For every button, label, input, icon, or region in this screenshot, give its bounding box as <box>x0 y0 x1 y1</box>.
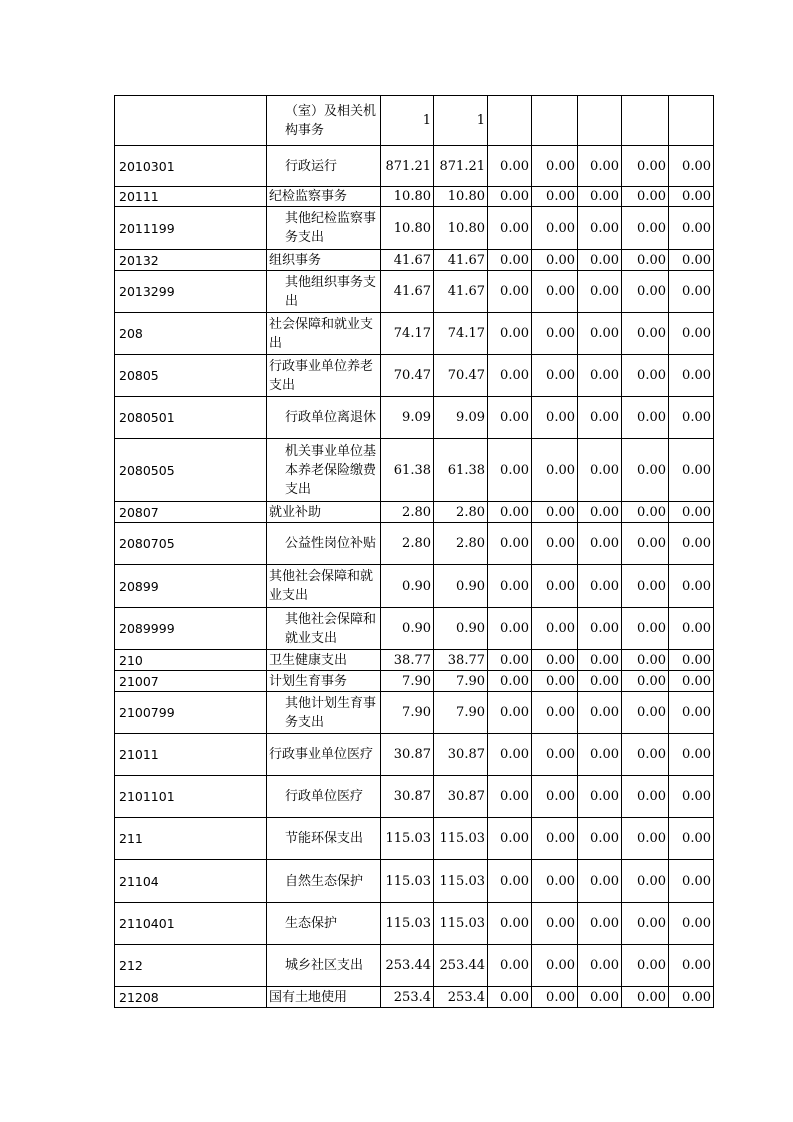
total-cell: 41.67 <box>381 250 434 271</box>
total-cell: 9.09 <box>381 397 434 439</box>
value-cell: 0.00 <box>532 207 578 250</box>
code-cell: 21104 <box>115 860 267 903</box>
basic-cell: 2.80 <box>434 523 488 565</box>
value-cell: 0.00 <box>622 903 669 945</box>
value-cell: 0.00 <box>622 397 669 439</box>
value-cell: 0.00 <box>532 146 578 187</box>
table-row <box>115 146 714 187</box>
value-cell: 0.00 <box>532 439 578 502</box>
value-cell: 0.00 <box>488 502 532 523</box>
code-cell: 210 <box>115 650 267 671</box>
name-cell: 组织事务 <box>267 250 381 271</box>
value-cell: 0.00 <box>622 146 669 187</box>
basic-cell: 871.21 <box>434 146 488 187</box>
value-cell: 0.00 <box>622 608 669 650</box>
value-cell: 0.00 <box>578 207 622 250</box>
code-cell: 20807 <box>115 502 267 523</box>
code-cell: 2080501 <box>115 397 267 439</box>
basic-cell: 1 <box>434 96 488 146</box>
value-cell: 0.00 <box>669 271 714 313</box>
value-cell: 0.00 <box>578 987 622 1008</box>
code-cell: 2101101 <box>115 776 267 818</box>
value-cell: 0.00 <box>578 146 622 187</box>
total-cell: 7.90 <box>381 692 434 734</box>
name-cell: 纪检监察事务 <box>267 187 381 207</box>
table-row <box>115 734 714 776</box>
total-cell: 61.38 <box>381 439 434 502</box>
value-cell: 0.00 <box>578 313 622 355</box>
basic-cell: 2.80 <box>434 502 488 523</box>
total-cell: 30.87 <box>381 734 434 776</box>
value-cell: 0.00 <box>669 355 714 397</box>
basic-cell: 70.47 <box>434 355 488 397</box>
basic-cell: 253.44 <box>434 945 488 987</box>
value-cell <box>488 96 532 146</box>
total-cell: 2.80 <box>381 523 434 565</box>
basic-cell: 30.87 <box>434 776 488 818</box>
value-cell: 0.00 <box>578 439 622 502</box>
value-cell: 0.00 <box>669 250 714 271</box>
total-cell: 253.4 <box>381 987 434 1008</box>
value-cell: 0.00 <box>532 397 578 439</box>
value-cell: 0.00 <box>622 313 669 355</box>
value-cell: 0.00 <box>578 650 622 671</box>
table-row <box>115 945 714 987</box>
value-cell: 0.00 <box>578 776 622 818</box>
value-cell: 0.00 <box>622 692 669 734</box>
value-cell: 0.00 <box>669 207 714 250</box>
table-row <box>115 650 714 671</box>
table-row <box>115 250 714 271</box>
value-cell <box>622 96 669 146</box>
basic-cell: 115.03 <box>434 860 488 903</box>
table-row <box>115 523 714 565</box>
value-cell: 0.00 <box>622 271 669 313</box>
value-cell: 0.00 <box>488 671 532 692</box>
table-row <box>115 207 714 250</box>
value-cell: 0.00 <box>488 250 532 271</box>
name-cell: 其他计划生育事务支出 <box>267 692 381 734</box>
value-cell: 0.00 <box>488 987 532 1008</box>
name-cell: 其他社会保障和就业支出 <box>267 565 381 608</box>
value-cell: 0.00 <box>622 565 669 608</box>
value-cell: 0.00 <box>578 860 622 903</box>
total-cell: 7.90 <box>381 671 434 692</box>
value-cell: 0.00 <box>488 271 532 313</box>
value-cell: 0.00 <box>578 187 622 207</box>
basic-cell: 30.87 <box>434 734 488 776</box>
value-cell: 0.00 <box>578 945 622 987</box>
value-cell: 0.00 <box>669 818 714 860</box>
value-cell: 0.00 <box>578 250 622 271</box>
table-row <box>115 397 714 439</box>
basic-cell: 7.90 <box>434 671 488 692</box>
value-cell: 0.00 <box>622 439 669 502</box>
code-cell: 2080505 <box>115 439 267 502</box>
table-row <box>115 692 714 734</box>
basic-cell: 7.90 <box>434 692 488 734</box>
basic-cell: 115.03 <box>434 818 488 860</box>
value-cell: 0.00 <box>488 692 532 734</box>
basic-cell: 38.77 <box>434 650 488 671</box>
name-cell: 就业补助 <box>267 502 381 523</box>
value-cell: 0.00 <box>532 987 578 1008</box>
value-cell: 0.00 <box>622 207 669 250</box>
total-cell: 115.03 <box>381 818 434 860</box>
code-cell: 211 <box>115 818 267 860</box>
table-body <box>115 96 714 1008</box>
name-cell: 行政事业单位养老支出 <box>267 355 381 397</box>
value-cell: 0.00 <box>532 502 578 523</box>
name-cell: 其他纪检监察事务支出 <box>267 207 381 250</box>
name-cell: 机关事业单位基本养老保险缴费支出 <box>267 439 381 502</box>
total-cell: 70.47 <box>381 355 434 397</box>
total-cell: 115.03 <box>381 903 434 945</box>
value-cell: 0.00 <box>622 650 669 671</box>
value-cell: 0.00 <box>669 734 714 776</box>
value-cell: 0.00 <box>488 776 532 818</box>
table-row <box>115 187 714 207</box>
value-cell: 0.00 <box>622 987 669 1008</box>
code-cell: 20899 <box>115 565 267 608</box>
value-cell: 0.00 <box>622 734 669 776</box>
table-row <box>115 987 714 1008</box>
code-cell: 21007 <box>115 671 267 692</box>
value-cell: 0.00 <box>578 734 622 776</box>
value-cell: 0.00 <box>532 608 578 650</box>
value-cell: 0.00 <box>488 355 532 397</box>
name-cell: 生态保护 <box>267 903 381 945</box>
value-cell: 0.00 <box>532 692 578 734</box>
value-cell: 0.00 <box>532 734 578 776</box>
basic-cell: 10.80 <box>434 207 488 250</box>
value-cell: 0.00 <box>669 776 714 818</box>
basic-cell: 61.38 <box>434 439 488 502</box>
table-row <box>115 903 714 945</box>
value-cell: 0.00 <box>669 608 714 650</box>
total-cell: 10.80 <box>381 187 434 207</box>
value-cell: 0.00 <box>532 250 578 271</box>
name-cell: 卫生健康支出 <box>267 650 381 671</box>
value-cell: 0.00 <box>488 397 532 439</box>
value-cell: 0.00 <box>669 502 714 523</box>
value-cell: 0.00 <box>578 502 622 523</box>
value-cell: 0.00 <box>669 313 714 355</box>
total-cell: 115.03 <box>381 860 434 903</box>
value-cell: 0.00 <box>669 523 714 565</box>
basic-cell: 0.90 <box>434 608 488 650</box>
budget-table <box>114 95 714 1008</box>
total-cell: 10.80 <box>381 207 434 250</box>
value-cell: 0.00 <box>532 945 578 987</box>
value-cell: 0.00 <box>622 860 669 903</box>
table-row <box>115 96 714 146</box>
value-cell: 0.00 <box>532 355 578 397</box>
code-cell: 21208 <box>115 987 267 1008</box>
value-cell: 0.00 <box>578 523 622 565</box>
basic-cell: 253.4 <box>434 987 488 1008</box>
value-cell: 0.00 <box>622 818 669 860</box>
value-cell: 0.00 <box>578 271 622 313</box>
value-cell: 0.00 <box>622 250 669 271</box>
value-cell: 0.00 <box>488 608 532 650</box>
value-cell: 0.00 <box>488 650 532 671</box>
value-cell: 0.00 <box>622 502 669 523</box>
basic-cell: 74.17 <box>434 313 488 355</box>
value-cell: 0.00 <box>669 987 714 1008</box>
name-cell: 行政单位医疗 <box>267 776 381 818</box>
total-cell: 30.87 <box>381 776 434 818</box>
total-cell: 74.17 <box>381 313 434 355</box>
total-cell: 253.44 <box>381 945 434 987</box>
value-cell: 0.00 <box>669 565 714 608</box>
value-cell: 0.00 <box>669 397 714 439</box>
value-cell: 0.00 <box>532 903 578 945</box>
basic-cell: 115.03 <box>434 903 488 945</box>
value-cell: 0.00 <box>488 860 532 903</box>
value-cell: 0.00 <box>669 945 714 987</box>
value-cell: 0.00 <box>669 650 714 671</box>
table-row <box>115 502 714 523</box>
value-cell: 0.00 <box>532 860 578 903</box>
table-row <box>115 860 714 903</box>
code-cell <box>115 96 267 146</box>
code-cell: 20132 <box>115 250 267 271</box>
value-cell: 0.00 <box>532 650 578 671</box>
table-row <box>115 671 714 692</box>
value-cell: 0.00 <box>532 776 578 818</box>
value-cell: 0.00 <box>532 565 578 608</box>
value-cell: 0.00 <box>488 818 532 860</box>
name-cell: 计划生育事务 <box>267 671 381 692</box>
code-cell: 20111 <box>115 187 267 207</box>
name-cell: 行政单位离退休 <box>267 397 381 439</box>
name-cell: （室）及相关机构事务 <box>267 96 381 146</box>
value-cell: 0.00 <box>488 187 532 207</box>
table-row <box>115 313 714 355</box>
value-cell: 0.00 <box>578 692 622 734</box>
table-row <box>115 565 714 608</box>
code-cell: 2013299 <box>115 271 267 313</box>
code-cell: 21011 <box>115 734 267 776</box>
table-row <box>115 439 714 502</box>
value-cell: 0.00 <box>488 439 532 502</box>
total-cell: 1 <box>381 96 434 146</box>
value-cell: 0.00 <box>578 818 622 860</box>
value-cell: 0.00 <box>622 776 669 818</box>
code-cell: 2011199 <box>115 207 267 250</box>
value-cell: 0.00 <box>532 818 578 860</box>
value-cell: 0.00 <box>622 523 669 565</box>
table-row <box>115 608 714 650</box>
total-cell: 2.80 <box>381 502 434 523</box>
name-cell: 国有土地使用 <box>267 987 381 1008</box>
value-cell: 0.00 <box>532 671 578 692</box>
value-cell: 0.00 <box>669 187 714 207</box>
value-cell: 0.00 <box>578 671 622 692</box>
code-cell: 208 <box>115 313 267 355</box>
code-cell: 2089999 <box>115 608 267 650</box>
value-cell: 0.00 <box>578 397 622 439</box>
table-row <box>115 818 714 860</box>
name-cell: 自然生态保护 <box>267 860 381 903</box>
basic-cell: 10.80 <box>434 187 488 207</box>
total-cell: 38.77 <box>381 650 434 671</box>
basic-cell: 41.67 <box>434 250 488 271</box>
value-cell: 0.00 <box>532 271 578 313</box>
name-cell: 行政事业单位医疗 <box>267 734 381 776</box>
value-cell: 0.00 <box>622 187 669 207</box>
value-cell: 0.00 <box>669 671 714 692</box>
value-cell <box>578 96 622 146</box>
basic-cell: 41.67 <box>434 271 488 313</box>
value-cell: 0.00 <box>488 207 532 250</box>
value-cell: 0.00 <box>532 187 578 207</box>
name-cell: 公益性岗位补贴 <box>267 523 381 565</box>
value-cell <box>532 96 578 146</box>
value-cell: 0.00 <box>578 565 622 608</box>
table-row <box>115 355 714 397</box>
value-cell: 0.00 <box>622 945 669 987</box>
name-cell: 城乡社区支出 <box>267 945 381 987</box>
value-cell: 0.00 <box>488 903 532 945</box>
value-cell: 0.00 <box>488 565 532 608</box>
code-cell: 2010301 <box>115 146 267 187</box>
code-cell: 2080705 <box>115 523 267 565</box>
name-cell: 社会保障和就业支出 <box>267 313 381 355</box>
value-cell: 0.00 <box>578 608 622 650</box>
name-cell: 行政运行 <box>267 146 381 187</box>
value-cell: 0.00 <box>669 146 714 187</box>
value-cell <box>669 96 714 146</box>
value-cell: 0.00 <box>669 903 714 945</box>
value-cell: 0.00 <box>669 860 714 903</box>
code-cell: 212 <box>115 945 267 987</box>
value-cell: 0.00 <box>669 692 714 734</box>
value-cell: 0.00 <box>488 523 532 565</box>
value-cell: 0.00 <box>622 671 669 692</box>
total-cell: 41.67 <box>381 271 434 313</box>
value-cell: 0.00 <box>669 439 714 502</box>
total-cell: 0.90 <box>381 608 434 650</box>
table-row <box>115 271 714 313</box>
code-cell: 2100799 <box>115 692 267 734</box>
name-cell: 其他组织事务支出 <box>267 271 381 313</box>
basic-cell: 9.09 <box>434 397 488 439</box>
value-cell: 0.00 <box>578 355 622 397</box>
name-cell: 其他社会保障和就业支出 <box>267 608 381 650</box>
code-cell: 20805 <box>115 355 267 397</box>
value-cell: 0.00 <box>532 313 578 355</box>
value-cell: 0.00 <box>488 146 532 187</box>
code-cell: 2110401 <box>115 903 267 945</box>
value-cell: 0.00 <box>488 734 532 776</box>
value-cell: 0.00 <box>622 355 669 397</box>
value-cell: 0.00 <box>578 903 622 945</box>
total-cell: 871.21 <box>381 146 434 187</box>
value-cell: 0.00 <box>488 313 532 355</box>
value-cell: 0.00 <box>532 523 578 565</box>
total-cell: 0.90 <box>381 565 434 608</box>
value-cell: 0.00 <box>488 945 532 987</box>
table-row <box>115 776 714 818</box>
basic-cell: 0.90 <box>434 565 488 608</box>
name-cell: 节能环保支出 <box>267 818 381 860</box>
